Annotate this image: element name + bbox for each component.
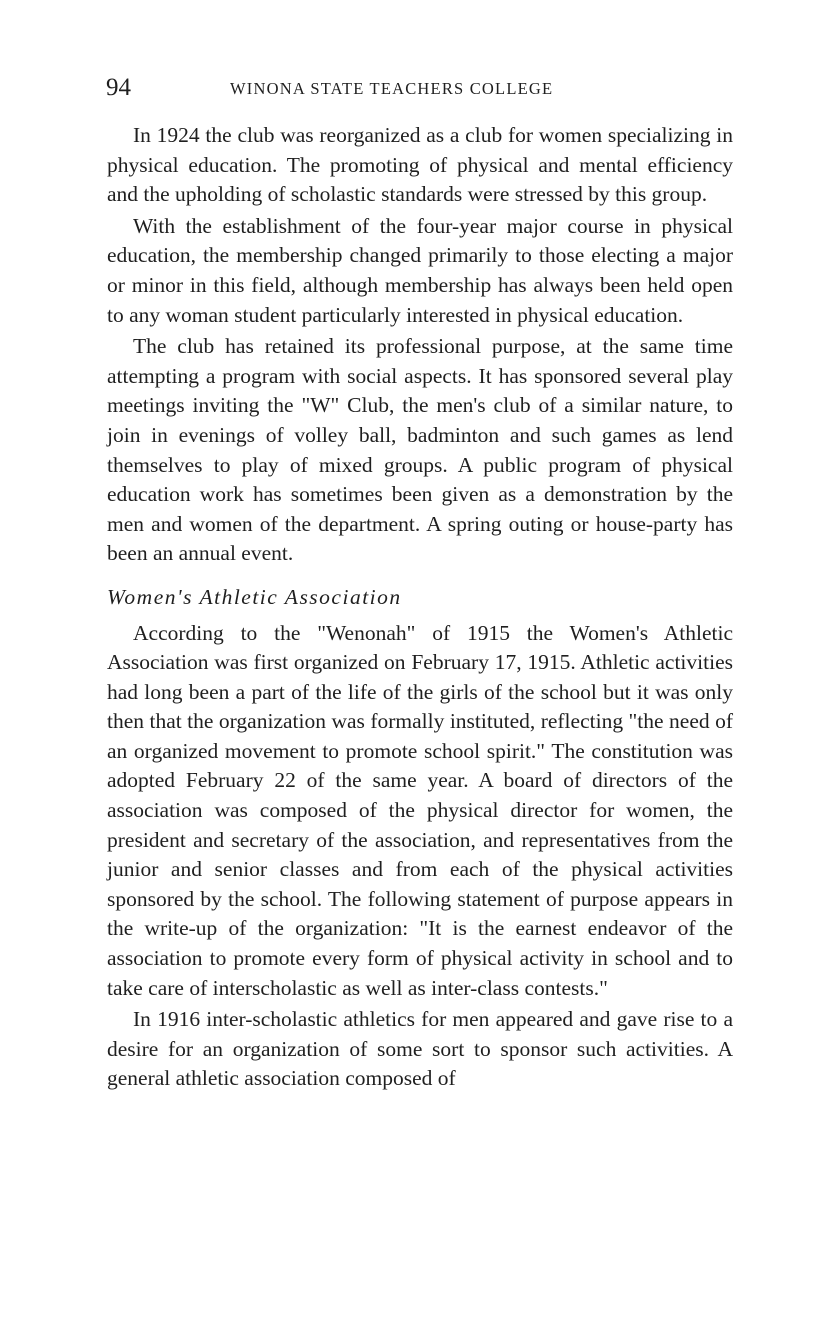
paragraph-club-reorganized: In 1924 the club was reorganized as a club for women specializing in physical education. The promoting of physical and mental efficiency and the upholding of scholastic standards were stressed by this group. <box>107 123 733 207</box>
running-title: WINONA STATE TEACHERS COLLEGE <box>230 79 554 98</box>
paragraph-professional-purpose: The club has retained its professional purpose, at the same time attempting a program with social aspects. It has sponsored several play meetings inviting the "W" Club, the men's club of a similar nature, to join in evenings of volley ball, badminton and such games as lend themselves to play of mixed groups. A public program of physical education work has sometimes been given as a demonstration by the men and women of the department. A spring outing or house-party has been an annual event. <box>107 334 733 566</box>
page-number: 94 <box>106 74 131 101</box>
paragraph-waa-organized: According to the "Wenonah" of 1915 the Women's Athletic Association was first organized on February 17, 1915. Athletic activities had long been a part of the life of the girls of the school but it was only then that the organization was formally instituted, reflecting "the need of an organized movement to promote school spirit." The constitution was adopted February 22 of the same year. A board of directors of the association was composed of the physical director for women, the president and secretary of the association, and representatives from the junior and senior classes and from each of the physical activities sponsored by the school. The following statement of purpose appears in the write-up of the organization: "It is the earnest endeavor of the association to promote every form of physical activity in school and to take care of interscholastic as well as inter-class contests." <box>107 620 733 1000</box>
paragraph-four-year-major: With the establishment of the four-year major course in physical education, the membership changed primarily to those electing a major or minor in this field, although membership has always been held open to any woman student particularly interested in physical education. <box>107 213 733 327</box>
paragraph-inter-scholastic: In 1916 inter-scholastic athletics for men appeared and gave rise to a desire for an organization of some sort to sponsor such activities. A general athletic association composed of <box>107 1007 733 1091</box>
running-head <box>106 73 746 103</box>
section-heading: Women's Athletic Association <box>107 584 402 609</box>
body-text <box>107 121 733 1096</box>
